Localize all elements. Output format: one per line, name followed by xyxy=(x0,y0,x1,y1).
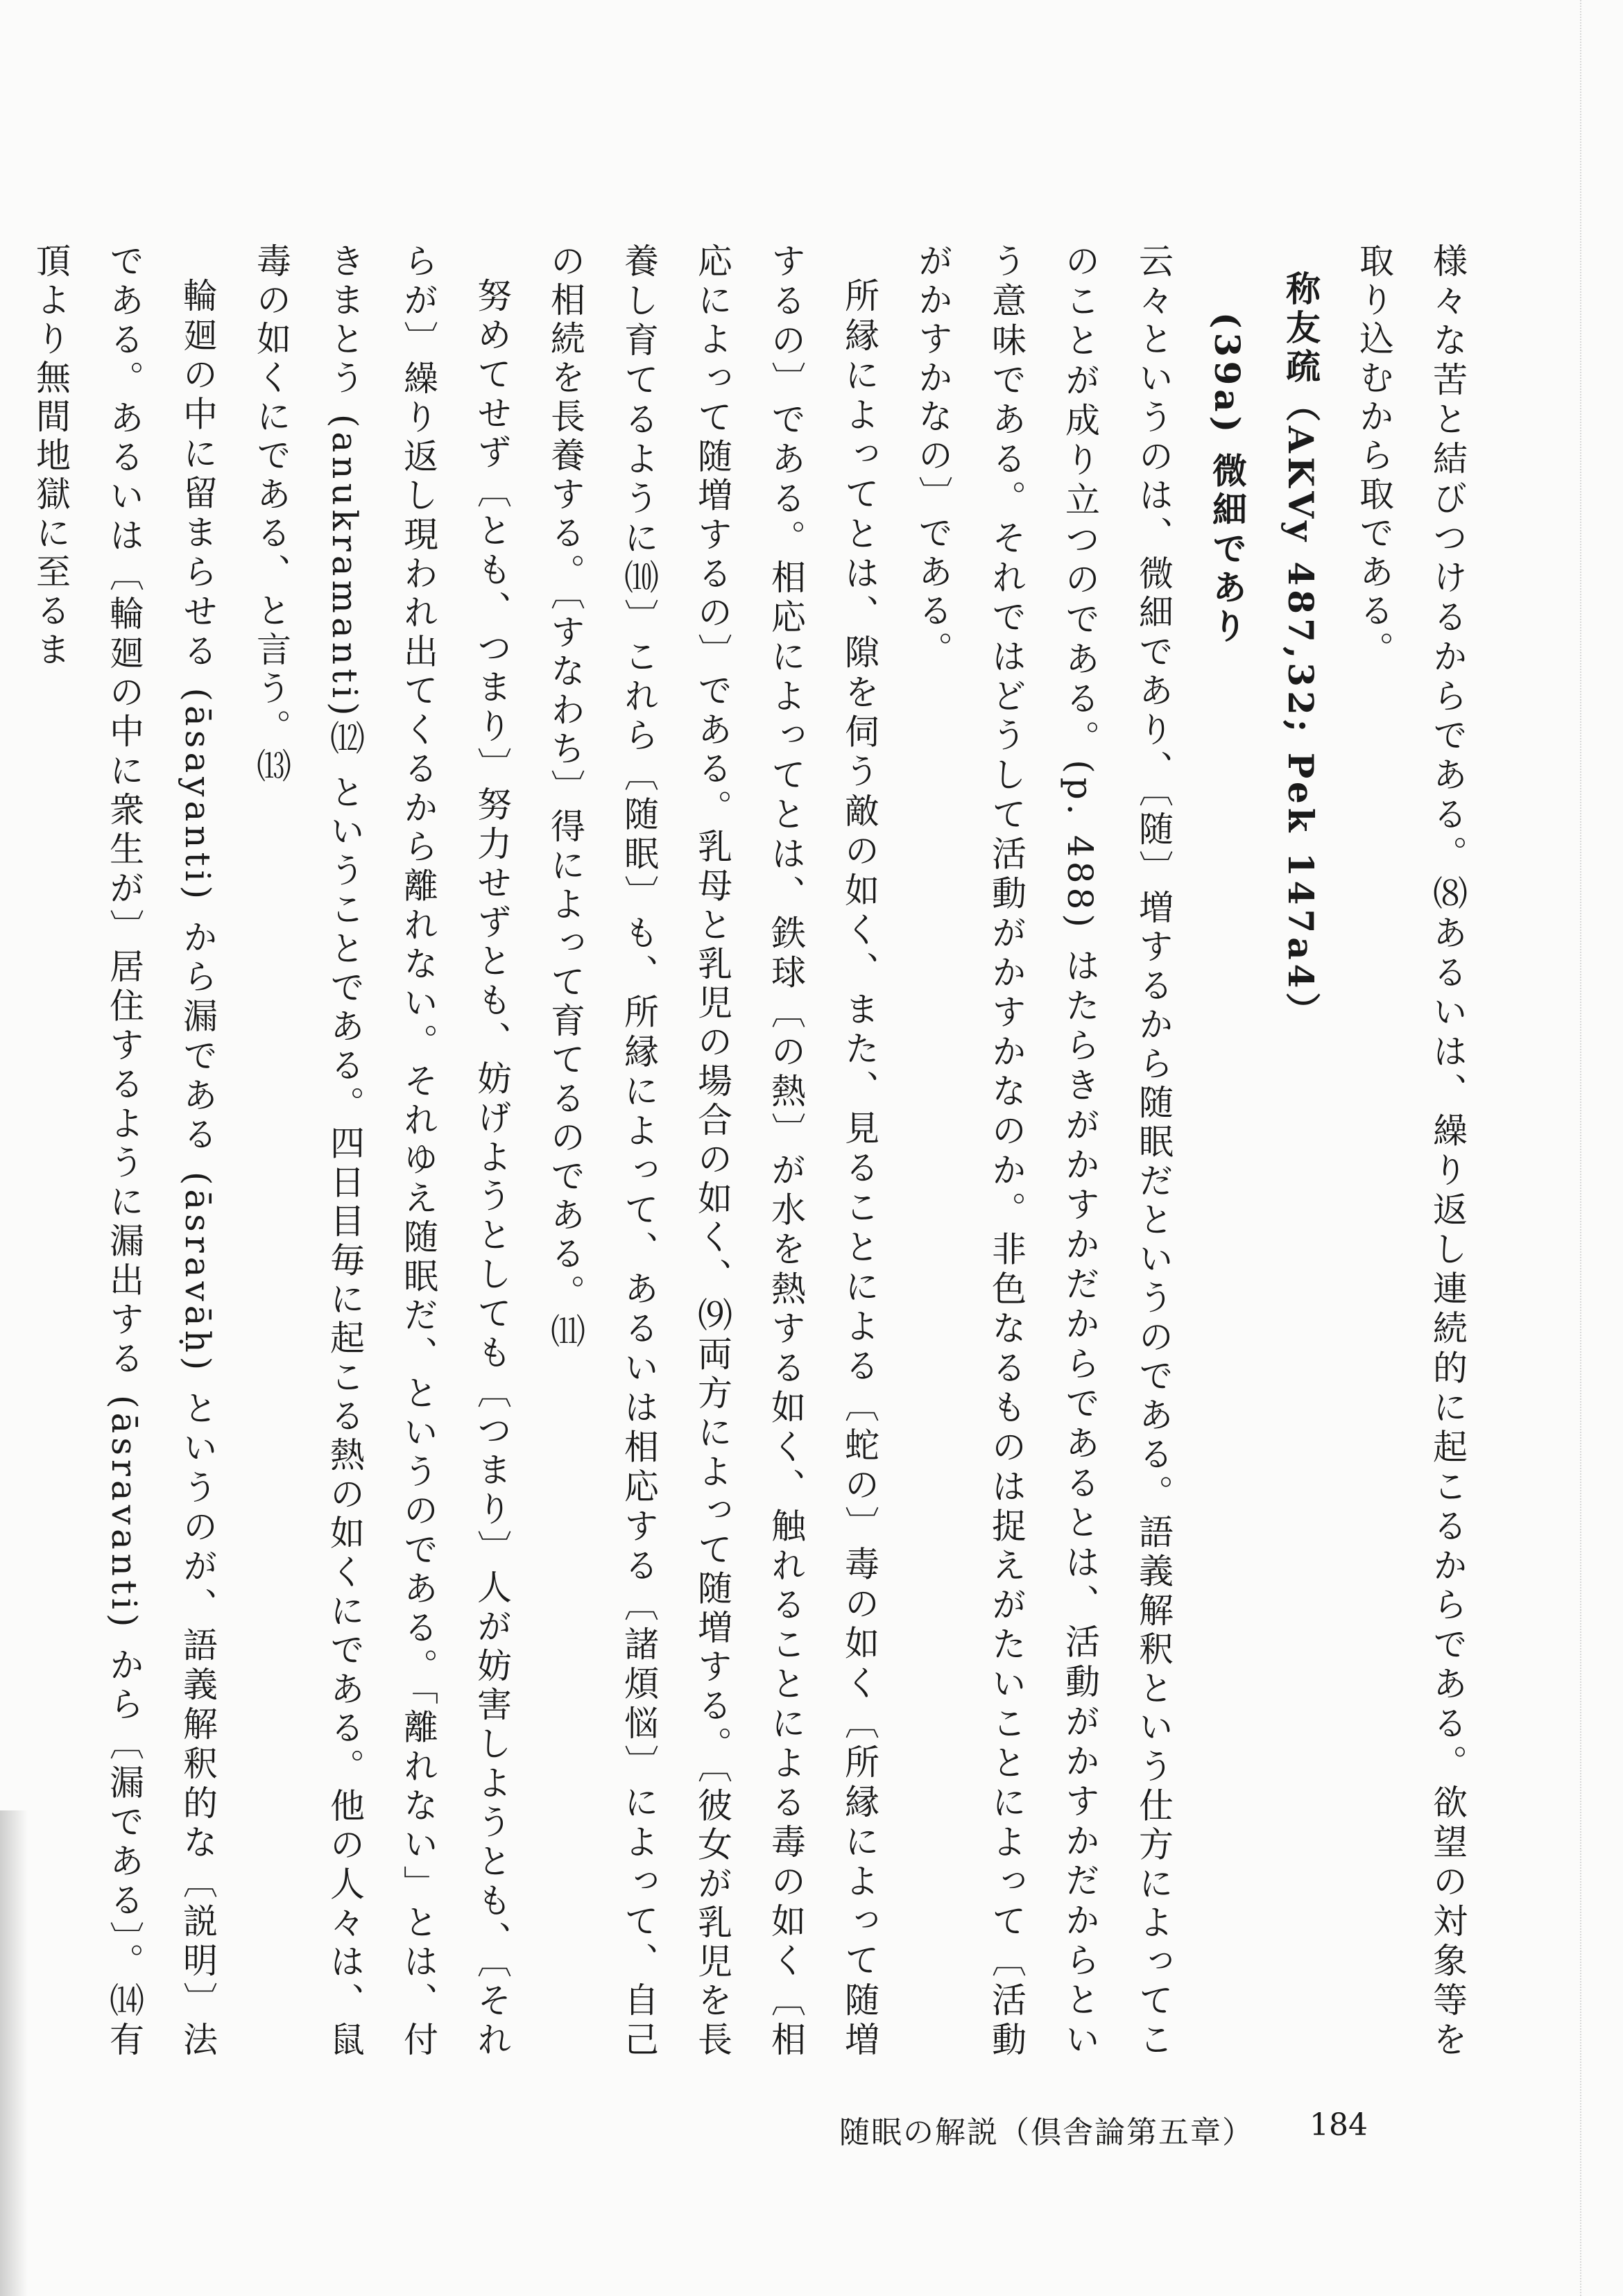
scan-border xyxy=(1580,0,1623,2296)
paragraph-3: 所縁によってとは、隙を伺う敵の如く、また、見ることによる〔蛇の〕毒の如く〔所縁によって随増するの〕である。相応によってとは、鉄球〔の熱〕が水を熱する如く、触れることによる毒の如く〔相応によって随増するの〕である。乳母と乳児の場合の如く、⑼両方によって随増する。〔彼女が乳児を長養し育てるように⑽〕これら〔随眠〕も、所縁によって、あるいは相応する〔諸煩悩〕によって、自己の相続を長養する。〔すなわち〕得によって育てるのである。⑾ xyxy=(545,243,879,2061)
page-number: 184 xyxy=(1309,2107,1368,2143)
sub-heading: (39a) 微細であり xyxy=(1207,312,1248,647)
running-title: 随眠の解説（倶舎論第五章） xyxy=(839,2115,1254,2150)
vertical-text-body xyxy=(31,243,1484,2061)
paragraph-1: 様々な苦と結びつけるからである。⑻あるいは、繰り返し連続的に起こるからである。欲望の対象等を取り込むから取である。 xyxy=(1354,243,1468,2061)
paragraph-5: 輪廻の中に留まらせる (āsayanti) から漏である (āsravāḥ) というのが、語義解釈的な〔説明〕法である。あるいは〔輪廻の中に衆生が〕居住するように漏出する (āsravanti) から〔漏である〕。⒁有頂より無間地獄に至るま xyxy=(31,243,218,2060)
section-heading: 称友疏（AKVy 487,32; Pek 147a4） xyxy=(1280,271,1321,1031)
paragraph-4: 努めてせず〔とも、つまり〕努力せずとも、妨げようとしても〔つまり〕人が妨害しようとも、〔それらが〕繰り返し現われ出てくるから離れない。それゆえ随眠だ、というのである。「離れない」とは、付きまとう (anukramanti)⑿ ということである。四日目毎に起こる熱の如くにである。他の人々は、鼠毒の如くにである、と言う。⒀ xyxy=(251,243,512,2061)
paragraph-2: 云々というのは、微細であり、〔随〕増するから随眠だというのである。語義解釈という仕方によってこのことが成り立つのである。(p. 488) はたらきがかすかだからであるとは、活動がかすかだからという意味である。それではどうして活動がかすかなのか。非色なるものは捉えがたいことによって〔活動がかすかなの〕である。 xyxy=(913,243,1174,2060)
